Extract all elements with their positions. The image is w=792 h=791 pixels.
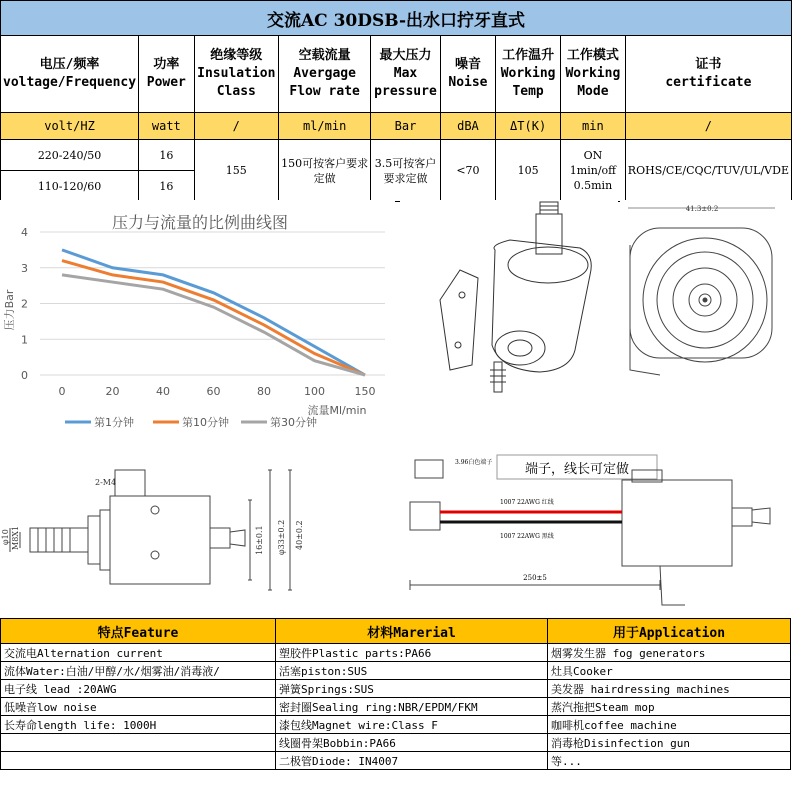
feature-item: 电子线 lead :20AWG bbox=[1, 680, 276, 698]
feature-item bbox=[1, 734, 276, 752]
y-tick-label: 2 bbox=[21, 297, 28, 311]
chart-title: 压力与流量的比例曲线图 bbox=[111, 213, 289, 232]
power-value: 16 bbox=[139, 171, 195, 202]
y-axis-label: 压力Bar bbox=[3, 289, 16, 331]
feature-item: 流体Water:白油/甲醇/水/烟雾油/消毒液/ bbox=[1, 662, 276, 680]
header-pressure: 最大压力 Max pressure bbox=[371, 36, 440, 113]
pressure-flow-chart bbox=[0, 200, 395, 435]
material-item: 弹簧Springs:SUS bbox=[276, 680, 548, 698]
header-power: 功率 Power bbox=[139, 36, 195, 113]
front-view-drawing bbox=[620, 200, 792, 435]
pump-3d-view bbox=[400, 200, 618, 435]
spec-table bbox=[0, 35, 792, 202]
application-item: 美发器 hairdressing machines bbox=[548, 680, 791, 698]
x-tick-label: 150 bbox=[354, 385, 376, 398]
header-flow: 空载流量 Avergage Flow rate bbox=[278, 36, 370, 113]
material-item: 塑胶件Plastic parts:PA66 bbox=[276, 644, 548, 662]
m4-label: 2-M4 bbox=[95, 478, 117, 487]
unit-cell: / bbox=[625, 113, 791, 140]
application-item: 等... bbox=[548, 752, 791, 770]
series-lines bbox=[62, 250, 365, 375]
material-item: 二极管Diode: IN4007 bbox=[276, 752, 548, 770]
voltage-value: 220-240/50 bbox=[1, 140, 139, 171]
wire-length-label: 250±5 bbox=[523, 574, 547, 582]
power-value: 16 bbox=[139, 140, 195, 171]
x-ticks bbox=[59, 385, 376, 398]
phi10-label: φ10 bbox=[1, 529, 10, 545]
d16-label: 16±0.1 bbox=[255, 525, 264, 555]
x-tick-label: 60 bbox=[206, 385, 221, 398]
material-header: 材料Marerial bbox=[276, 619, 548, 644]
material-item: 密封圈Sealing ring:NBR/EPDM/FKM bbox=[276, 698, 548, 716]
certificate-value: ROHS/CE/CQC/TUV/UL/VDE bbox=[625, 140, 791, 202]
x-tick-label: 40 bbox=[156, 385, 170, 398]
header-mode: 工作模式 Working Mode bbox=[561, 36, 626, 113]
feature-item bbox=[1, 752, 276, 770]
application-header: 用于Application bbox=[548, 619, 791, 644]
pump-illustration bbox=[400, 200, 618, 435]
unit-cell: watt bbox=[139, 113, 195, 140]
application-item: 咖啡机coffee machine bbox=[548, 716, 791, 734]
chart-grid bbox=[40, 232, 385, 375]
noise-value: <70 bbox=[440, 140, 496, 202]
legend bbox=[65, 415, 317, 429]
feature-table bbox=[0, 618, 791, 770]
front-dim-label: 41.3±0.2 bbox=[685, 205, 719, 213]
mode-value: ON 1min/off 0.5min bbox=[561, 140, 626, 202]
x-tick-label: 0 bbox=[58, 385, 66, 398]
x-tick-label: 20 bbox=[105, 385, 120, 398]
feature-item: 长寿命length life: 1000H bbox=[1, 716, 276, 734]
header-noise: 噪音 Noise bbox=[440, 36, 496, 113]
flow-value: 150可按客户要求定做 bbox=[278, 140, 370, 202]
header-insulation: 绝缘等级 Insulation Class bbox=[194, 36, 278, 113]
connector-label: 3.96白色端子 bbox=[455, 459, 493, 466]
unit-cell: dBA bbox=[440, 113, 496, 140]
unit-cell: ml/min bbox=[278, 113, 370, 140]
legend-label: 第10分钟 bbox=[182, 416, 229, 429]
wire-view-drawing bbox=[400, 440, 792, 618]
phi33-label: φ33±0.2 bbox=[277, 519, 286, 555]
d40-label: 40±0.2 bbox=[295, 520, 304, 550]
feature-header: 特点Feature bbox=[1, 619, 276, 644]
unit-cell: volt/HZ bbox=[1, 113, 139, 140]
legend-label: 第1分钟 bbox=[94, 416, 134, 429]
side-drawing bbox=[0, 440, 395, 618]
unit-cell: / bbox=[194, 113, 278, 140]
red-wire-label: 1007 22AWG 红线 bbox=[500, 499, 554, 506]
x-tick-label: 80 bbox=[257, 385, 271, 398]
drawings-area bbox=[0, 200, 792, 618]
insulation-value: 155 bbox=[194, 140, 278, 202]
application-item: 蒸汽拖把Steam mop bbox=[548, 698, 791, 716]
x-tick-label: 100 bbox=[304, 385, 325, 398]
voltage-value: 110-120/60 bbox=[1, 171, 139, 202]
series-line bbox=[62, 261, 365, 375]
unit-cell: ΔT(K) bbox=[496, 113, 561, 140]
application-item: 灶具Cooker bbox=[548, 662, 791, 680]
application-item: 烟雾发生器 fog generators bbox=[548, 644, 791, 662]
y-tick-label: 0 bbox=[21, 369, 28, 382]
y-tick-label: 3 bbox=[21, 261, 28, 275]
y-ticks bbox=[21, 226, 28, 382]
legend-label: 第30分钟 bbox=[270, 416, 317, 429]
unit-cell: Bar bbox=[371, 113, 440, 140]
material-item: 漆包线Magnet wire:Class F bbox=[276, 716, 548, 734]
wire-note: 端子，线长可定做 bbox=[524, 462, 630, 477]
chart-panel bbox=[0, 200, 395, 435]
header-voltage: 电压/频率 voltage/Frequency bbox=[1, 36, 139, 113]
material-item: 活塞piston:SUS bbox=[276, 662, 548, 680]
header-temp: 工作温升 Working Temp bbox=[496, 36, 561, 113]
black-wire-label: 1007 22AWG 黑线 bbox=[500, 533, 554, 540]
wire-drawing bbox=[400, 440, 792, 618]
page-title: 交流AC 30DSB-出水口拧牙直式 bbox=[0, 0, 792, 36]
x-axis-label: 流量Ml/min bbox=[307, 404, 367, 417]
pressure-value: 3.5可按客户要求定做 bbox=[371, 140, 440, 202]
y-tick-label: 1 bbox=[21, 333, 28, 347]
material-item: 线圈骨架Bobbin:PA66 bbox=[276, 734, 548, 752]
temp-value: 105 bbox=[496, 140, 561, 202]
header-certificate: 证书 certificate bbox=[625, 36, 791, 113]
pump-front-view bbox=[620, 200, 792, 435]
y-tick-label: 4 bbox=[21, 226, 28, 239]
series-line bbox=[62, 275, 365, 375]
side-view-drawing bbox=[0, 440, 395, 618]
feature-item: 交流电Alternation current bbox=[1, 644, 276, 662]
feature-item: 低噪音low noise bbox=[1, 698, 276, 716]
application-item: 消毒枪Disinfection gun bbox=[548, 734, 791, 752]
m8-label: M8X1 bbox=[11, 525, 20, 550]
unit-cell: min bbox=[561, 113, 626, 140]
